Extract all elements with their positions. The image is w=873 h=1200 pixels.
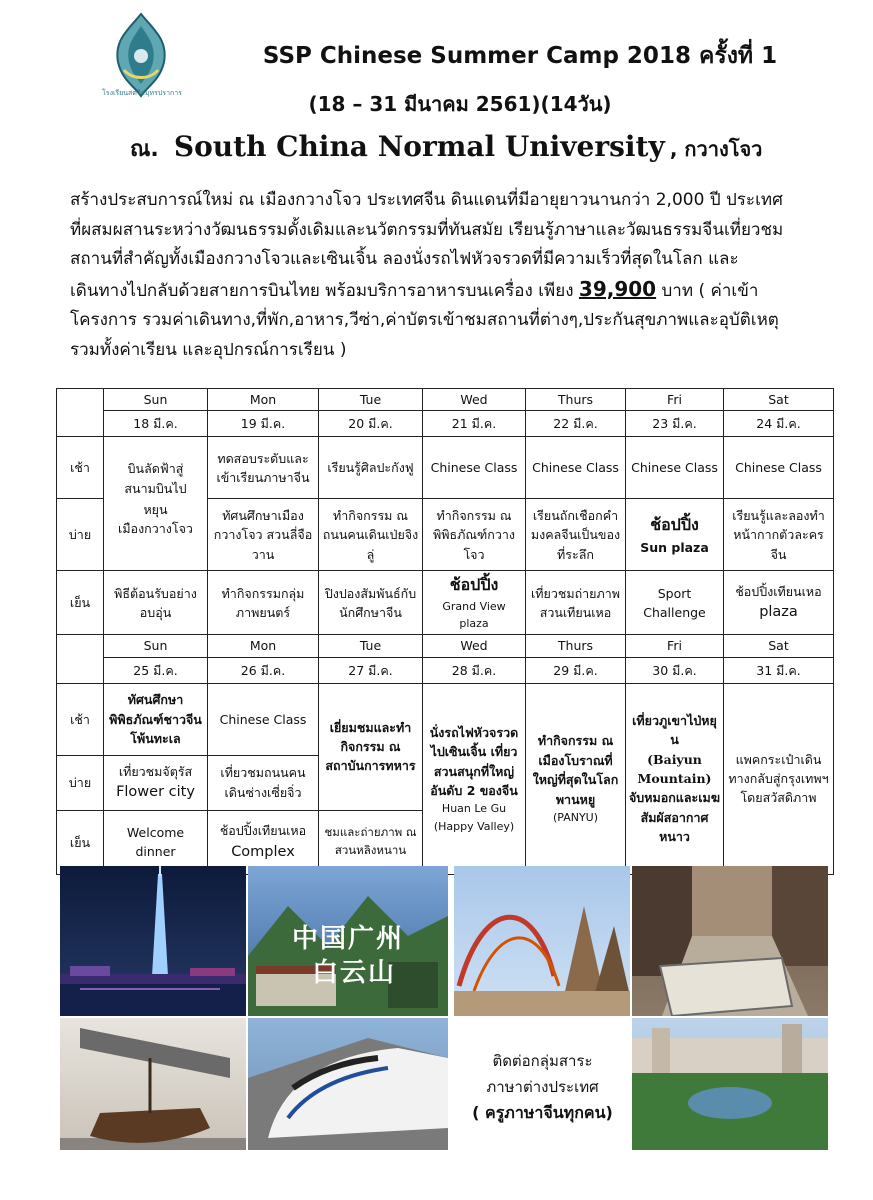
activity-cell [626,683,724,874]
activity-text: plaza [459,617,489,631]
intro-line: สร้างประสบการณ์ใหม่ ณ เมืองกวางโจว ประเทศจีน ดินแดนที่มีอายุยาวนานกว่า 2,000 ปี ประเทศ [70,190,783,210]
day-label: Tue [319,389,423,411]
activity-text: เมืองกวางโจว [118,521,193,537]
corner-cell [57,635,104,683]
activity-cell: พิธีต้อนรับอย่างอบอุ่น [104,571,208,635]
period-afternoon: บ่าย [57,755,104,810]
baiyun-caption-line-1: 中国广州 [292,924,405,954]
beijing-road-photo [632,866,828,1016]
baiyun-mountain-photo [248,866,448,1016]
contact-line: ( ครูภาษาจีนทุกคน) [472,1103,613,1122]
venue-name: South China Normal University [173,130,665,163]
day-label: Tue [319,635,423,657]
baiyun-caption-line-2: 白云山 [312,958,397,988]
activity-cell [423,683,526,874]
intro-line [70,275,840,307]
date-label: 24 มี.ค. [724,411,834,437]
activity-cell: Chinese Class [526,437,626,499]
activity-cell: ทดสอบระดับและเข้าเรียนภาษาจีน [208,437,319,499]
museum-ship-photo [60,1018,246,1150]
activity-text: ช้อปปิ้งเทียนเหอ [735,583,822,599]
intro-line: ที่ผสมผสานระหว่างวัฒนธรรมดั้งเดิมและนวัตกรรมที่ทันสมัย เรียนรู้ภาษาและวัฒนธรรมจีนเที่ยวชม [70,219,784,240]
activity-cell: แพคกระเป๋าเดินทางกลับสู่กรุงเทพฯ โดยสวัสดิภาพ [724,683,834,874]
date-label: 23 มี.ค. [626,411,724,437]
date-label: 22 มี.ค. [526,411,626,437]
day-label: Fri [626,389,724,411]
activity-text: จับหมอกและเมฆ สัมผัสอากาศหนาว [628,790,721,845]
activity-cell: เรียนรู้และลองทำหน้ากากตัวละครจีน [724,499,834,571]
activity-cell: Chinese Class [208,683,319,755]
venue-city: , กวางโจว [669,137,763,161]
contact-box [450,1048,635,1126]
activity-cell [104,437,208,499]
activity-cell: ทำกิจกรรม ณ พิพิธภัณฑ์กวางโจว [423,499,526,571]
day-label: Fri [626,635,724,657]
price-value: 39,900 [578,276,657,301]
happy-valley-park-photo [454,866,630,1016]
activity-cell: เที่ยวชมถนนคนเดินซ่างเซี่ยจิ่ว [208,755,319,810]
canton-tower-night-photo [60,866,246,1016]
activity-cell: เรียนถักเชือกคำมงคลจีนเป็นของที่ระลึก [526,499,626,571]
date-label: 18 มี.ค. [104,411,208,437]
activity-text: เที่ยวชมจัตุรัส [118,763,193,779]
date-label: 21 มี.ค. [423,411,526,437]
activity-text: (Baiyun Mountain) [637,751,712,787]
intro-line: โครงการ รวมค่าเดินทาง,ที่พัก,อาหาร,วีซ่า,ค่าบัตรเข้าชมสถานที่ต่างๆ,ประกันสุขภาพและอุบัติเหตุ [70,310,779,330]
venue-prefix: ณ. [130,137,159,162]
day-label: Sat [724,389,834,411]
venue [130,130,830,166]
intro-line: สถานที่สำคัญทั้งเมืองกวางโจวและเซินเจิ้น ลองนั่งรถไฟหัวจรวดที่มีความเร็วที่สุดในโลก และ [70,249,739,269]
period-morning: เช้า [57,437,104,499]
activity-text: ช้อปปิ้งเทียนเหอ [219,823,307,839]
corner-cell [57,389,104,437]
intro-text: บาท ( ค่าเข้า [661,280,759,301]
date-label: 27 มี.ค. [319,657,423,683]
activity-cell: Chinese Class [724,437,834,499]
school-name-label: โรงเรียนสตรีสมุทรปราการ [102,89,182,97]
day-label: Thurs [526,635,626,657]
activity-text: นั่งรถไฟหัวจรวดไปเซินเจิ้น เที่ยวสวนสนุกที่ใหญ่อันดับ 2 ของจีน [429,724,519,799]
day-label: Sun [104,635,208,657]
contact-line: ภาษาต่างประเทศ [486,1078,599,1096]
activity-cell: ชมและถ่ายภาพ ณ สวนหลิงหนาน [319,810,423,874]
period-evening: เย็น [57,810,104,874]
day-label: Wed [423,635,526,657]
activity-cell [104,755,208,810]
intro-text: เดินทางไปกลับด้วยสายการบินไทย พร้อมบริการอาหารบนเครื่อง เพียง [70,280,574,301]
activity-cell: ทัศนศึกษาพิพิธภัณฑ์ชาวจีนโพ้นทะเล [104,683,208,755]
date-label: 25 มี.ค. [104,657,208,683]
contact-line: ติดต่อกลุ่มสาระ [492,1052,593,1070]
activity-cell: Chinese Class [626,437,724,499]
activity-text: Flower city [116,784,195,801]
activity-text: บินลัดฟ้าสู่ [127,461,184,477]
activity-text: หยุน [143,501,168,517]
activity-cell [208,810,319,874]
period-morning: เช้า [57,683,104,755]
camp-dates: (18 – 31 มีนาคม 2561)(14วัน) [308,92,612,116]
activity-text: Sun plaza [640,539,709,555]
guangzhou-city-photo [632,1018,828,1150]
schedule-table [56,388,834,875]
date-label: 20 มี.ค. [319,411,423,437]
date-label: 19 มี.ค. [208,411,319,437]
activity-text: เที่ยวภูเขาไป่หยุน [632,712,717,748]
high-speed-train-photo [248,1018,448,1150]
day-label: Sun [104,389,208,411]
activity-cell: Sport Challenge [626,571,724,635]
activity-cell: เที่ยวชมถ่ายภาพ สวนเทียนเหอ [526,571,626,635]
activity-cell: Chinese Class [423,437,526,499]
day-label: Sat [724,635,834,657]
activity-text: สนามบินไป [124,480,187,496]
school-emblem-icon [92,10,190,102]
date-label: 31 มี.ค. [724,657,834,683]
date-label: 26 มี.ค. [208,657,319,683]
date-label: 30 มี.ค. [626,657,724,683]
activity-text: (Happy Valley) [433,819,515,833]
activity-cell: ปิงปองสัมพันธ์กับนักศึกษาจีน [319,571,423,635]
activity-cell [423,571,526,635]
activity-cell [626,499,724,571]
activity-text: ทำกิจกรรม ณ เมืองโบราณที่ใหญ่ที่สุดในโลก พานหยู [532,733,619,807]
day-label: Mon [208,635,319,657]
date-label: 29 มี.ค. [526,657,626,683]
activity-text: (PANYU) [552,810,599,824]
activity-text: plaza [759,604,798,621]
date-label: 28 มี.ค. [423,657,526,683]
activity-cell: ทำกิจกรรมกลุ่มภาพยนตร์ [208,571,319,635]
activity-cell: เยี่ยมชมและทำกิจกรรม ณ สถาบันการทหาร [319,683,423,810]
activity-cell [526,683,626,874]
activity-cell: เรียนรู้ศิลปะกังฟู [319,437,423,499]
day-label: Mon [208,389,319,411]
activity-cell: ทำกิจกรรม ณ ถนนคนเดินเป่ยจิงลู่ [319,499,423,571]
activity-cell: ทัศนศึกษาเมืองกวางโจว สวนลี่จือวาน [208,499,319,571]
intro-line: รวมทั้งค่าเรียน และอุปกรณ์การเรียน ) [70,339,347,360]
day-label: Wed [423,389,526,411]
activity-cell: Welcome dinner [104,810,208,874]
period-evening: เย็น [57,571,104,635]
activity-cell [104,499,208,571]
activity-cell [724,571,834,635]
period-afternoon: บ่าย [57,499,104,571]
page-title: SSP Chinese Summer Camp 2018 ครั้งที่ 1 [262,43,778,69]
activity-text: ช้อปปิ้ง [650,514,699,534]
intro-paragraph [70,186,840,365]
activity-text: Complex [231,843,295,860]
activity-text: Huan Le Gu [441,802,507,816]
day-label: Thurs [526,389,626,411]
activity-text: Grand View [442,600,506,614]
activity-text: ช้อปปิ้ง [449,575,499,595]
